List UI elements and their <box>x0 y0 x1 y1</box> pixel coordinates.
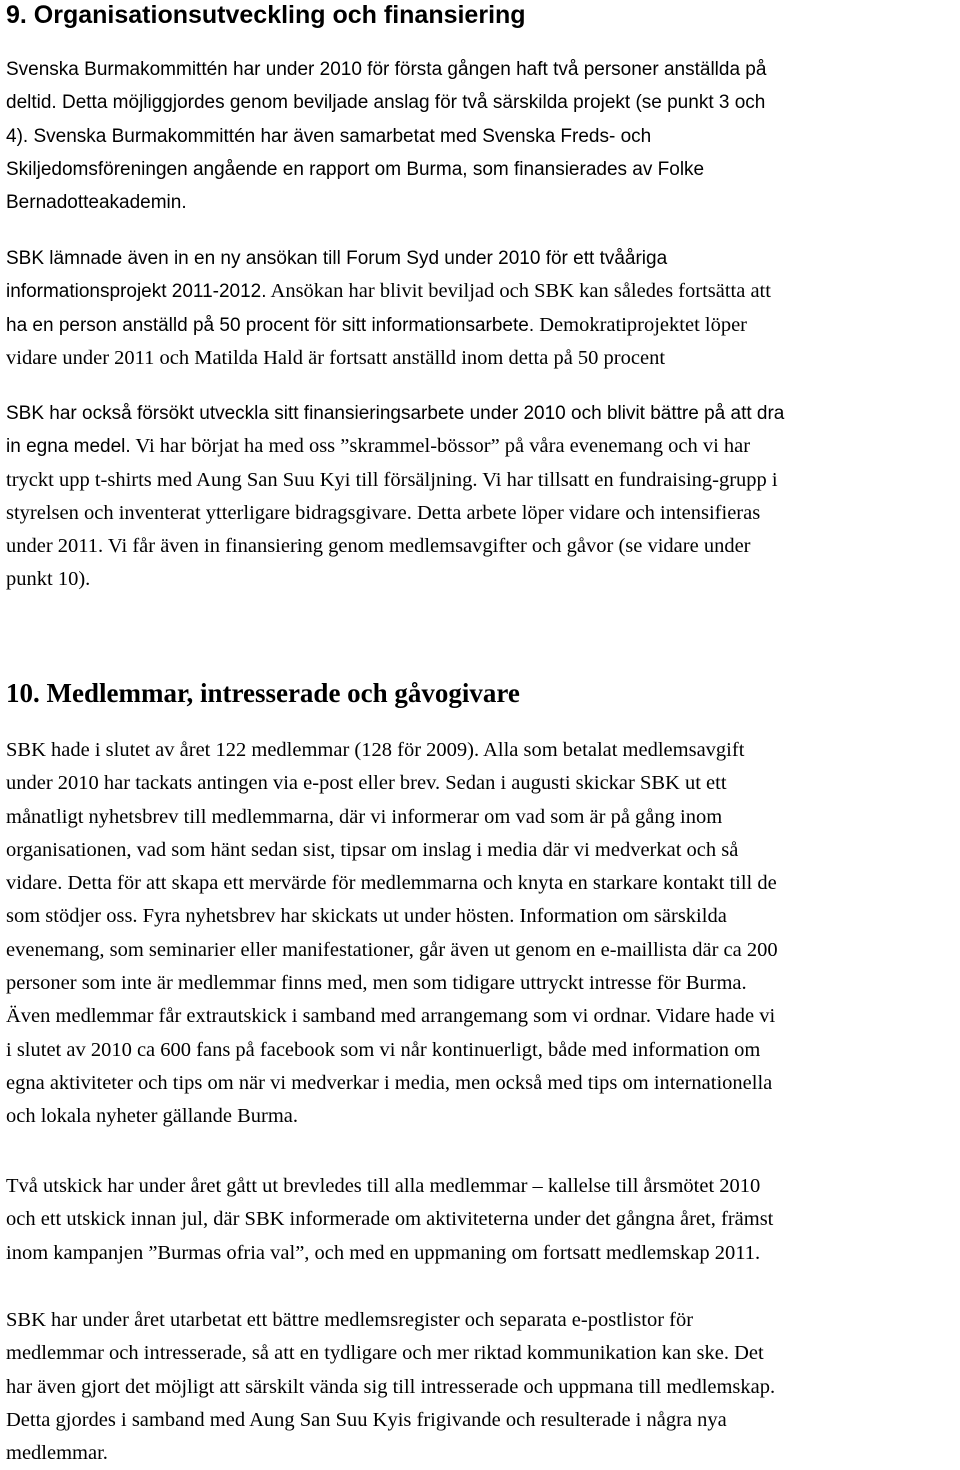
section-10-heading: 10. Medlemmar, intresserade och gåvogivare <box>6 678 520 708</box>
text-line: vidare. Detta för att skapa ett mervärde för medlemmarna och knyta en starkare kontakt till de <box>6 872 777 895</box>
text-line: SBK har under året utarbetat ett bättre medlemsregister och separata e-postlistor för <box>6 1309 694 1331</box>
text-line: Bernadotteakademin. <box>6 192 187 214</box>
text-segment: informationsprojekt 2011-2012. <box>6 281 267 303</box>
text-line: SBK har också försökt utveckla sitt finansieringsarbete under 2010 och blivit bättre på att dra <box>6 403 785 424</box>
text-line: medlemmar och intresserade, så att en tydligare och mer riktad kommunikation kan ske. Det <box>6 1342 764 1365</box>
section-10-paragraph-1 <box>6 734 960 1134</box>
text-line: Även medlemmar får extrautskick i samband med arrangemang som vi ordnar. Vidare hade vi <box>6 1005 776 1028</box>
section-10-paragraph-3 <box>6 1304 960 1470</box>
text-line: Detta gjordes i samband med Aung San Suu Kyis frigivande och resulterade i några nya <box>6 1408 727 1431</box>
section-9-paragraph-2 <box>6 242 960 375</box>
text-line: inom kampanjen ”Burmas ofria val”, och med en uppmaning om fortsatt medlemskap 2011. <box>6 1241 761 1264</box>
text-line: tryckt upp t-shirts med Aung San Suu Kyi till försäljning. Vi har tillsatt en fundraising-grupp i <box>6 468 778 491</box>
text-line: egna aktiviteter och tips om när vi medverkar i media, men också med tips om internationella <box>6 1071 773 1094</box>
text-line: personer som inte är medlemmar finns med, men som tidigare uttryckt intresse för Burma. <box>6 972 747 995</box>
text-line: medlemmar. <box>6 1442 108 1465</box>
text-line: under 2010 har tackats antingen via e-post eller brev. Sedan i augusti skickar SBK ut ett <box>6 772 727 795</box>
text-line: Två utskick har under året gått ut brevledes till alla medlemmar – kallelse till årsmötet 2010 <box>6 1175 761 1197</box>
text-line: evenemang, som seminarier eller manifestationer, går även ut genom en e-maillista där ca 200 <box>6 938 778 961</box>
text-line: Svenska Burmakommittén har under 2010 för första gången haft två personer anställda på <box>6 59 767 80</box>
text-line: Skiljedomsföreningen angående en rapport om Burma, som finansierades av Folke <box>6 158 705 180</box>
text-line: månatligt nyhetsbrev till medlemmarna, där vi informerar om vad som är på gång inom <box>6 805 723 828</box>
text-line: har även gjort det möjligt att särskilt vända sig till intresserade och uppmana till medlemskap. <box>6 1375 776 1398</box>
text-line <box>6 309 960 342</box>
text-line: som stödjer oss. Fyra nyhetsbrev har skickats ut under hösten. Information om särskilda <box>6 905 727 928</box>
text-line: och lokala nyheter gällande Burma. <box>6 1105 299 1128</box>
text-segment: ha en person anställd på 50 procent för sitt informationsarbete. <box>6 314 535 336</box>
text-line <box>6 430 960 463</box>
text-segment: in egna medel. <box>6 436 131 458</box>
section-10-paragraph-2 <box>6 1170 960 1270</box>
text-line: i slutet av 2010 ca 600 fans på facebook som vi når kontinuerligt, både med information om <box>6 1038 761 1061</box>
text-line: 4). Svenska Burmakommittén har även samarbetat med Svenska Freds- och <box>6 125 652 147</box>
section-9-paragraph-1 <box>6 53 960 219</box>
text-line: deltid. Detta möjliggjordes genom beviljade anslag för två särskilda projekt (se punkt 3 och <box>6 92 766 114</box>
text-line: organisationen, vad som hänt sedan sist, tipsar om inslag i media där vi medverkat och så <box>6 838 739 861</box>
section-9-heading: 9. Organisationsutveckling och finansiering <box>6 1 526 29</box>
text-line: vidare under 2011 och Matilda Hald är fortsatt anställd inom detta på 50 procent <box>6 346 666 369</box>
text-segment: Ansökan har blivit beviljad och SBK kan således fortsätta att <box>266 280 771 303</box>
text-line: SBK lämnade även in en ny ansökan till Forum Syd under 2010 för ett tvååriga <box>6 248 668 269</box>
section-9-paragraph-3 <box>6 397 960 597</box>
text-line <box>6 275 960 308</box>
text-line: punkt 10). <box>6 568 91 591</box>
text-line: och ett utskick innan jul, där SBK informerade om aktiviteterna under det gångna året, främst <box>6 1208 774 1231</box>
text-segment: Demokratiprojektet löper <box>534 313 748 336</box>
text-line: under 2011. Vi får även in finansiering genom medlemsavgifter och gåvor (se vidare under <box>6 535 751 558</box>
text-line: SBK hade i slutet av året 122 medlemmar (128 för 2009). Alla som betalat medlemsavgift <box>6 739 745 761</box>
text-line: styrelsen och inventerat ytterligare bidragsgivare. Detta arbete löper vidare och intensifieras <box>6 501 761 524</box>
text-segment: Vi har börjat ha med oss ”skrammel-bössor” på våra evenemang och vi har <box>130 435 751 458</box>
